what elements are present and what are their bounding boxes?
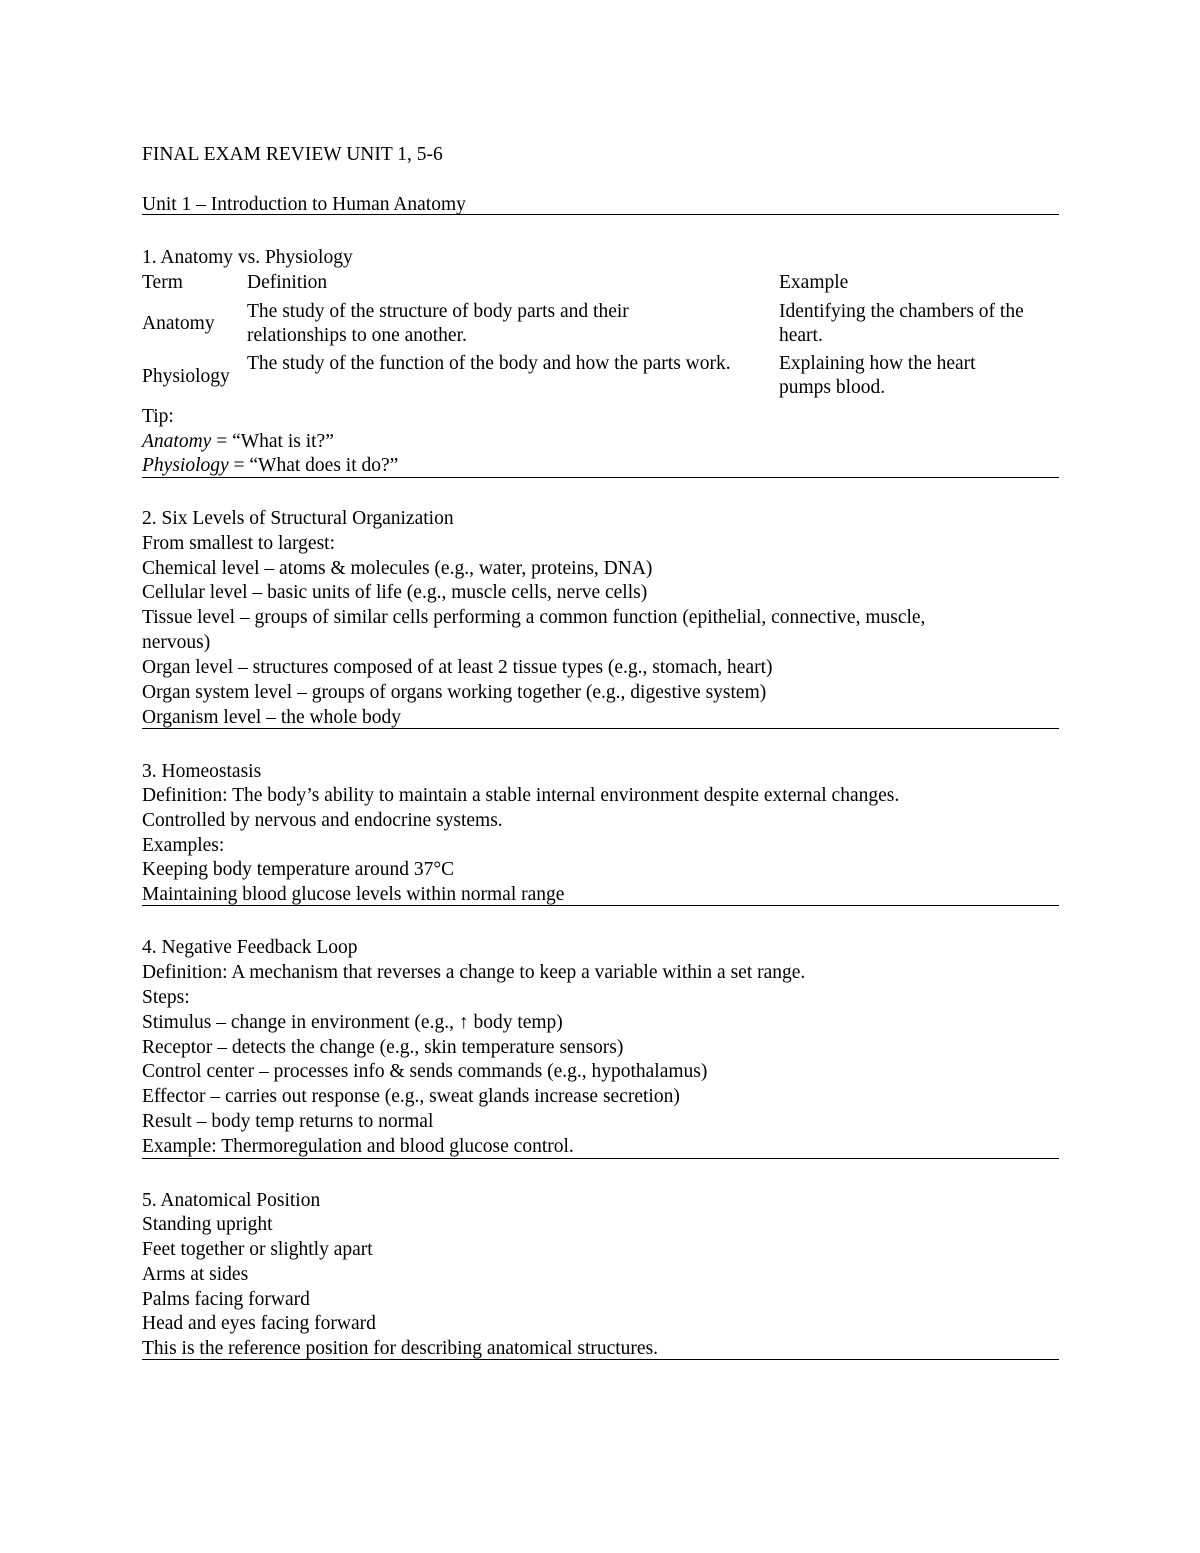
table-header-example: Example [779,272,849,293]
list-item: Arms at sides [142,1264,249,1285]
list-item: Organism level – the whole body [142,707,402,728]
unit-heading: Unit 1 – Introduction to Human Anatomy [142,194,466,215]
list-item: Control center – processes info & sends commands (e.g., hypothalamus) [142,1061,708,1082]
section1-heading: 1. Anatomy vs. Physiology [142,247,353,268]
list-item: Definition: The body’s ability to maintain a stable internal environment despite external changes. [142,785,900,806]
tip-term: Physiology [142,455,229,476]
list-item: From smallest to largest: [142,533,336,554]
table-row-term: Anatomy [142,313,215,334]
section-divider [142,728,1059,729]
list-item: Maintaining blood glucose levels within normal range [142,884,565,905]
section-divider [142,905,1059,906]
tip-term: Anatomy [142,431,212,452]
list-item: Organ level – structures composed of at least 2 tissue types (e.g., stomach, heart) [142,657,773,678]
section3-heading: 3. Homeostasis [142,761,262,782]
list-item: Cellular level – basic units of life (e.g., muscle cells, nerve cells) [142,582,648,603]
table-row-term: Physiology [142,366,230,387]
list-item: Effector – carries out response (e.g., sweat glands increase secretion) [142,1086,680,1107]
table-row-example: Identifying the chambers of the heart. [779,301,1024,346]
section-divider [142,1158,1059,1159]
section-divider [142,214,1059,215]
list-item: Steps: [142,987,190,1008]
list-item: Feet together or slightly apart [142,1239,373,1260]
table-row-definition: The study of the function of the body and how the parts work. [247,353,731,374]
section2-heading: 2. Six Levels of Structural Organization [142,508,454,529]
tip-text: = “What is it?” [211,431,334,452]
list-item: This is the reference position for describing anatomical structures. [142,1338,659,1359]
table-header-definition: Definition [247,272,328,293]
tip-line [142,429,334,454]
list-item: Controlled by nervous and endocrine systems. [142,810,503,831]
document-title: FINAL EXAM REVIEW UNIT 1, 5-6 [142,144,443,165]
list-item: nervous) [142,632,211,653]
list-item: Stimulus – change in environment (e.g., ↑ body temp) [142,1012,563,1033]
list-item: Examples: [142,835,225,856]
list-item: Example: Thermoregulation and blood glucose control. [142,1136,574,1157]
list-item: Head and eyes facing forward [142,1313,376,1334]
table-row-example: Explaining how the heart pumps blood. [779,353,976,398]
section-divider [142,477,1059,478]
list-item: Tissue level – groups of similar cells performing a common function (epithelial, connective, muscle, [142,607,926,628]
list-item: Receptor – detects the change (e.g., skin temperature sensors) [142,1037,624,1058]
list-item: Organ system level – groups of organs working together (e.g., digestive system) [142,682,767,703]
table-row-definition: The study of the structure of body parts and their relationships to one another. [247,301,629,346]
list-item: Keeping body temperature around 37°C [142,859,455,880]
tip-label: Tip: [142,406,174,427]
tip-text: = “What does it do?” [228,455,399,476]
list-item: Standing upright [142,1214,273,1235]
list-item: Definition: A mechanism that reverses a change to keep a variable within a set range. [142,962,806,983]
section-divider [142,1359,1059,1360]
list-item: Palms facing forward [142,1289,310,1310]
table-header-term: Term [142,272,183,293]
list-item: Result – body temp returns to normal [142,1111,434,1132]
section5-heading: 5. Anatomical Position [142,1190,321,1211]
list-item: Chemical level – atoms & molecules (e.g., water, proteins, DNA) [142,558,653,579]
section4-heading: 4. Negative Feedback Loop [142,937,358,958]
tip-line [142,453,398,478]
